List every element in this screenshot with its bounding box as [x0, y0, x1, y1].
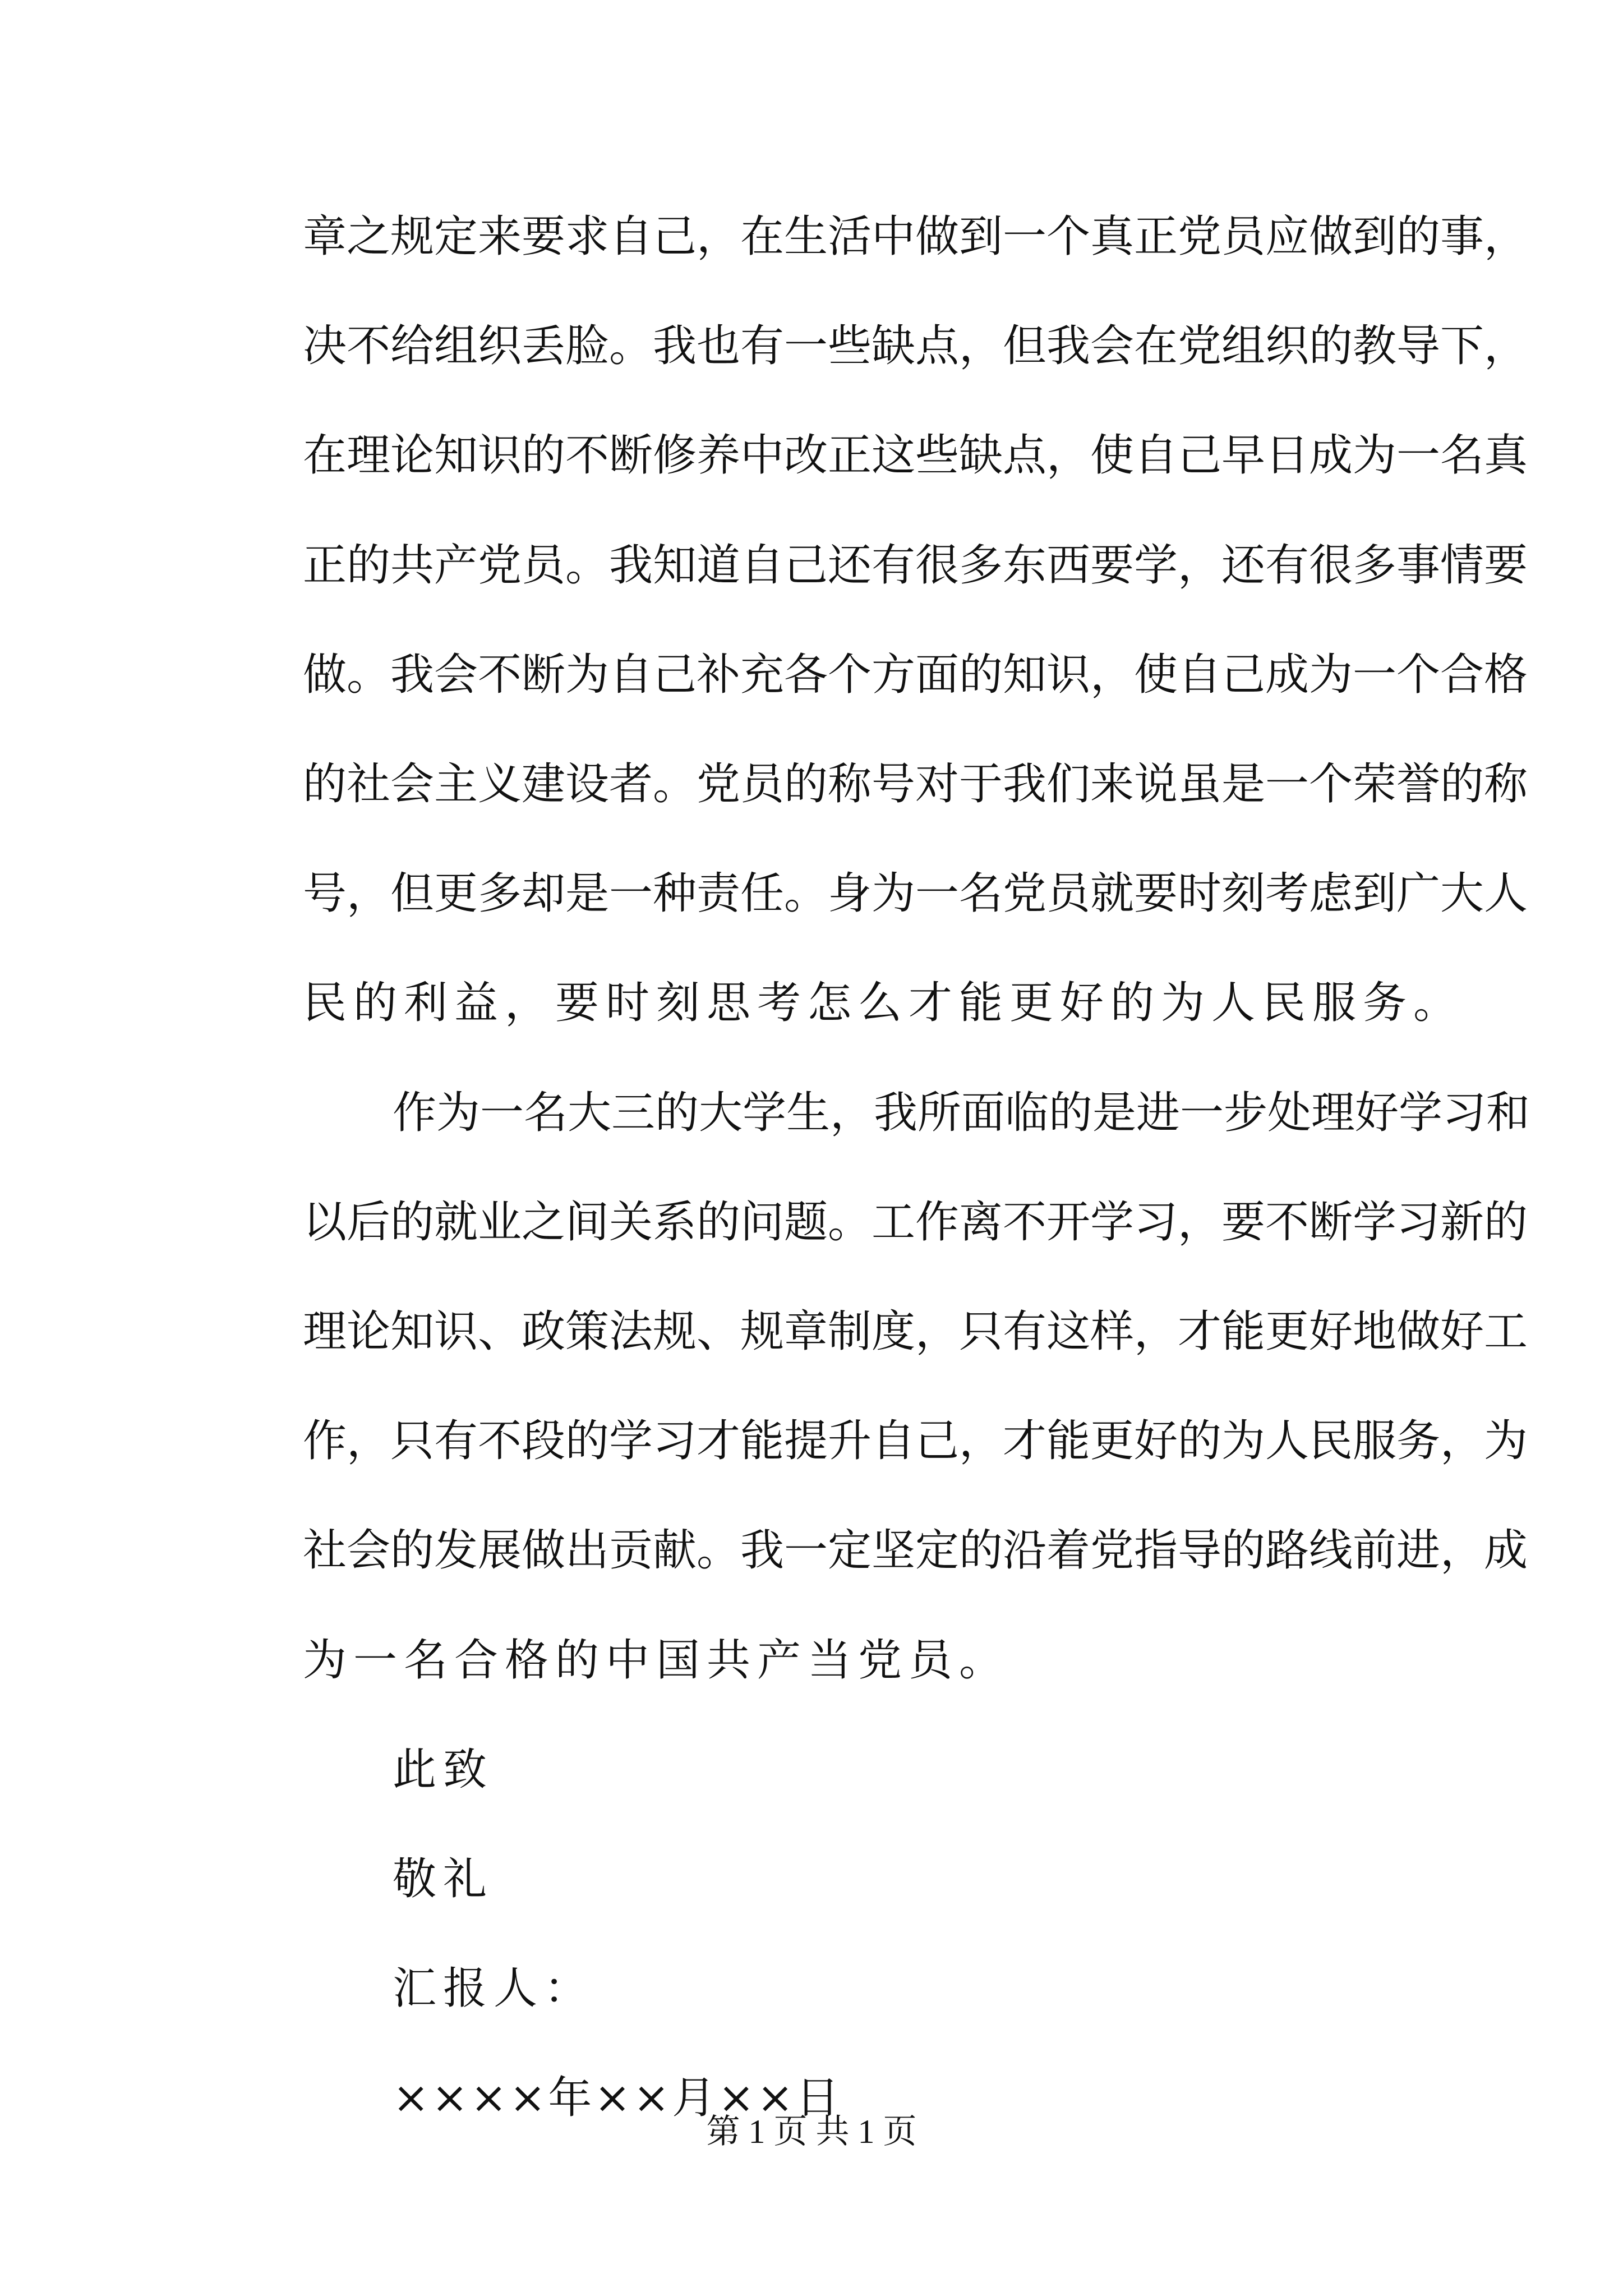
body-line-3: 在理论知识的不断修养中改正这些缺点，使自己早日成为一名真 [303, 430, 1528, 481]
body-line-4: 正的共产党员。我知道自己还有很多东西要学，还有很多事情要 [303, 540, 1528, 591]
body-line-10: 以后的就业之间关系的问题。工作离不开学习，要不断学习新的 [303, 1197, 1528, 1248]
salutation-1: 此致 [393, 1745, 494, 1795]
body-line-7: 号，但更多却是一种责任。身为一名党员就要时刻考虑到广大人 [303, 868, 1528, 919]
body-line-5: 做。我会不断为自己补充各个方面的知识，使自己成为一个合格 [303, 650, 1528, 700]
body-line-8: 民的利益，要时刻思考怎么才能更好的为人民服务。 [303, 978, 1464, 1028]
body-line-12: 作，只有不段的学习才能提升自己，才能更好的为人民服务，为 [303, 1416, 1528, 1466]
body-line-2: 决不给组织丢脸。我也有一些缺点，但我会在党组织的教导下， [303, 321, 1528, 371]
body-line-11: 理论知识、政策法规、规章制度，只有这样，才能更好地做好工 [303, 1306, 1528, 1357]
reporter-label: 汇报人： [393, 1963, 595, 2014]
paragraph-2-first-line: 作为一名大三的大学生，我所面临的是进一步处理好学习和 [393, 1088, 1530, 1138]
body-line-13: 社会的发展做出贡献。我一定坚定的沿着党指导的路线前进，成 [303, 1525, 1528, 1576]
body-line-14: 为一名合格的中国共产当党员。 [303, 1635, 1010, 1686]
salutation-2: 敬礼 [393, 1854, 494, 1904]
body-line-6: 的社会主义建设者。党员的称号对于我们来说虽是一个荣誉的称 [303, 759, 1528, 809]
page-footer: 第 1 页 共 1 页 [706, 2113, 917, 2150]
body-line-1: 章之规定来要求自己，在生活中做到一个真正党员应做到的事， [303, 211, 1528, 262]
report-date: ××××年××月××日 [393, 2073, 842, 2123]
